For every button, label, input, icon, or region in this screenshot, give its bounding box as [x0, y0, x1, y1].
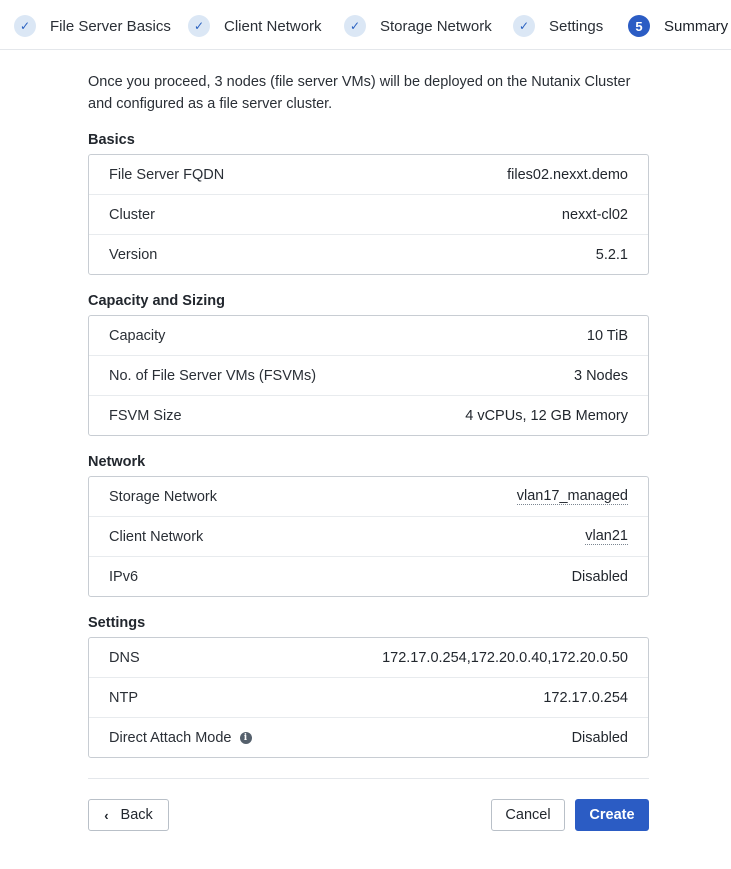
back-button-label: Back [120, 807, 153, 823]
row-key: IPv6 [109, 568, 139, 585]
row-key [109, 730, 252, 746]
check-icon: ✓ [513, 15, 535, 37]
step-number: 5 [628, 15, 650, 37]
row-value: 172.17.0.254,172.20.0.40,172.20.0.50 [382, 649, 628, 666]
summary-row [89, 396, 648, 435]
section-title-settings: Settings [88, 615, 146, 631]
row-key: Storage Network [109, 488, 217, 505]
row-key-label: Direct Attach Mode [109, 729, 232, 746]
summary-row [89, 155, 648, 195]
step-label: Settings [549, 17, 604, 35]
step-summary[interactable] [628, 14, 728, 38]
row-key: NTP [109, 689, 138, 706]
summary-row [89, 638, 648, 678]
summary-row [89, 356, 648, 396]
row-value: Disabled [571, 568, 628, 585]
summary-row [89, 718, 648, 757]
storage-network-link[interactable]: vlan17_managed [516, 488, 628, 504]
section-title-basics: Basics [88, 132, 135, 148]
row-value: Disabled [571, 729, 628, 746]
step-label: File Server Basics [50, 17, 171, 35]
row-key: No. of File Server VMs (FSVMs) [109, 367, 317, 384]
footer-divider [88, 778, 649, 779]
row-key: Capacity [109, 327, 166, 344]
step-label: Storage Network [380, 17, 492, 35]
step-label: Client Network [224, 17, 322, 35]
row-key: DNS [109, 649, 140, 666]
chevron-left-icon: ‹ [104, 807, 109, 823]
row-value: 10 TiB [586, 327, 628, 344]
settings-card [88, 637, 649, 758]
check-icon: ✓ [188, 15, 210, 37]
basics-card [88, 154, 649, 275]
check-icon: ✓ [344, 15, 366, 37]
summary-row [89, 557, 648, 596]
summary-row [89, 195, 648, 235]
row-key: Client Network [109, 528, 204, 545]
row-value: 172.17.0.254 [543, 689, 628, 706]
row-value: files02.nexxt.demo [507, 166, 628, 183]
summary-row [89, 235, 648, 274]
intro-text: Once you proceed, 3 nodes (file server VMs) will be deployed on the Nutanix Cluster and configured as a file server cluster. [88, 74, 631, 112]
summary-row [89, 517, 648, 557]
back-button[interactable] [88, 799, 169, 831]
row-key: File Server FQDN [109, 166, 225, 183]
row-key: Version [109, 246, 158, 263]
create-button[interactable]: Create [575, 799, 649, 831]
capacity-card [88, 315, 649, 436]
client-network-link[interactable]: vlan21 [585, 528, 628, 544]
step-client-network[interactable] [188, 14, 322, 38]
step-storage-network[interactable] [344, 14, 492, 38]
cancel-button[interactable]: Cancel [491, 799, 565, 831]
section-title-network: Network [88, 454, 146, 470]
step-file-server-basics[interactable] [14, 14, 171, 38]
row-key: FSVM Size [109, 407, 182, 424]
check-icon: ✓ [14, 15, 36, 37]
row-value: 3 Nodes [573, 367, 628, 384]
row-value: nexxt-cl02 [561, 206, 628, 223]
network-card [88, 476, 649, 597]
summary-row [89, 477, 648, 517]
summary-row [89, 678, 648, 718]
wizard-steps [0, 0, 731, 50]
summary-row [89, 316, 648, 356]
row-value: 4 vCPUs, 12 GB Memory [465, 407, 628, 424]
info-icon[interactable]: i [240, 732, 252, 744]
step-settings[interactable] [513, 14, 603, 38]
section-title-capacity: Capacity and Sizing [88, 293, 225, 309]
row-key: Cluster [109, 206, 155, 223]
step-label: Summary [664, 17, 729, 35]
row-value: 5.2.1 [595, 246, 628, 263]
